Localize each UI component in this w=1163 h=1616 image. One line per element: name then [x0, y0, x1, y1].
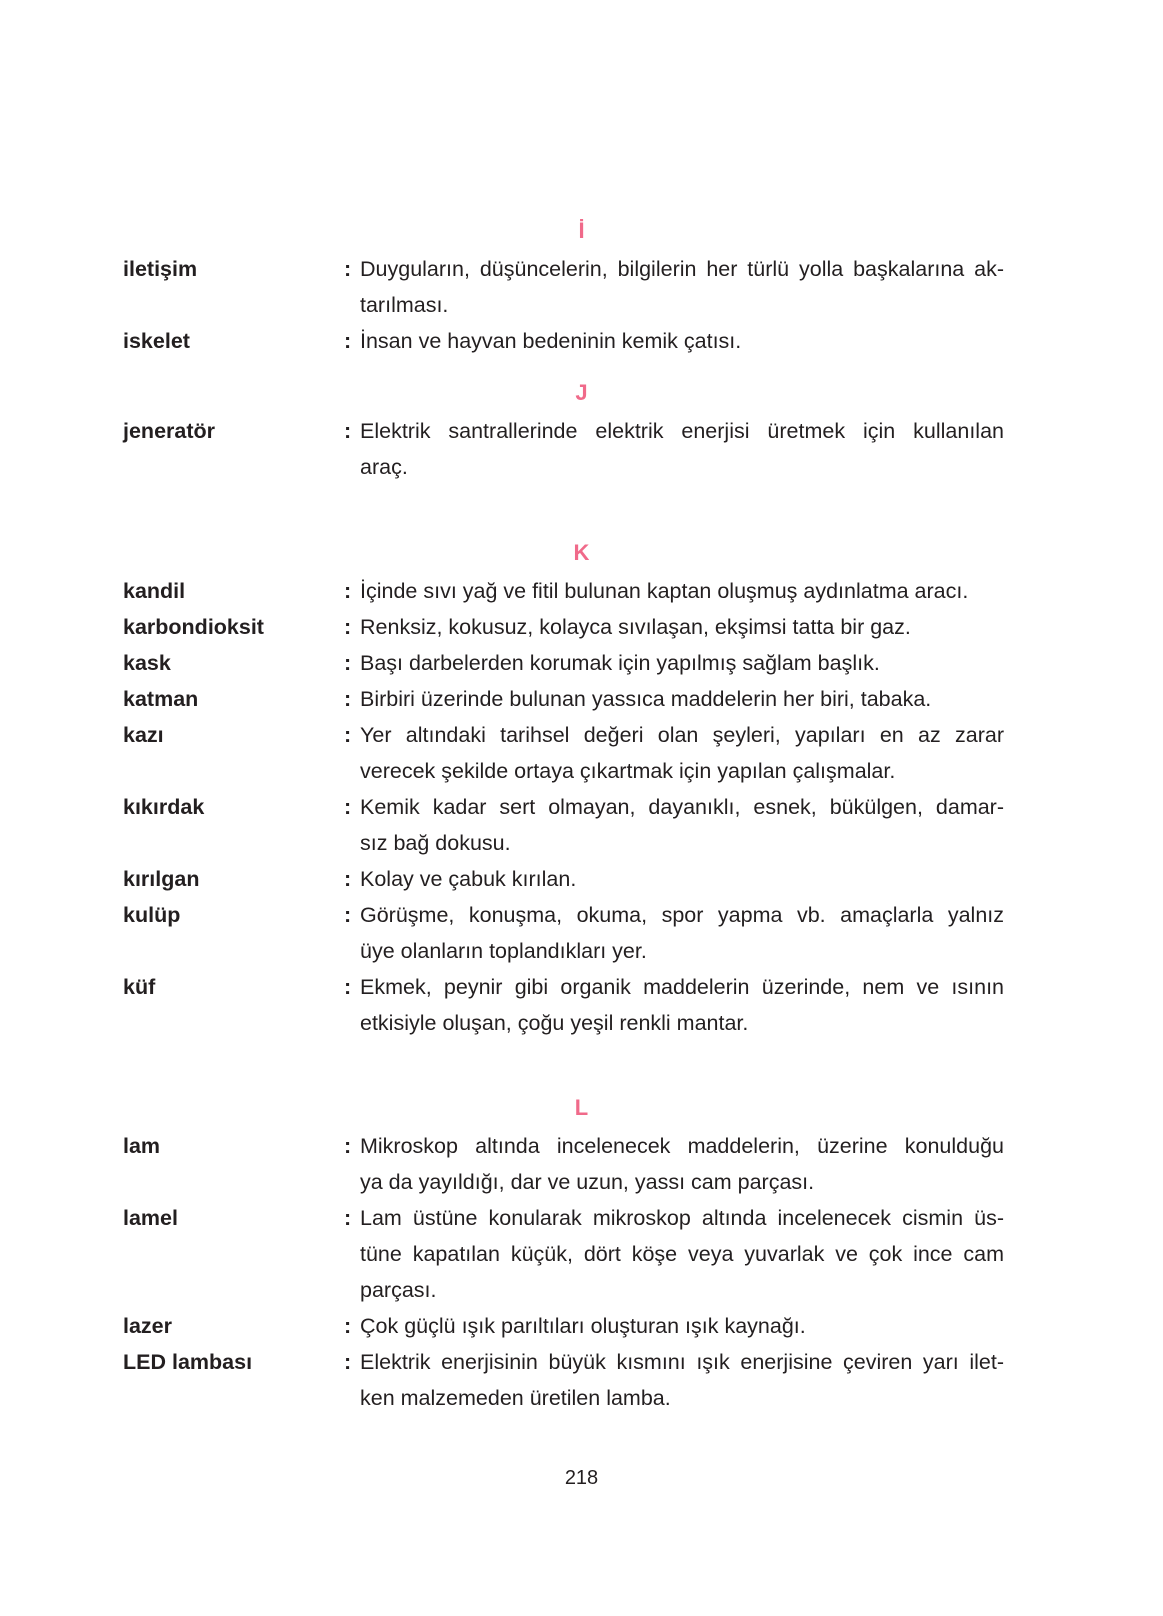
glossary-term: lamel: [123, 1206, 178, 1230]
definition-line: üye olanların toplandıkları yer.: [360, 939, 647, 963]
section-letter: K: [573, 540, 590, 565]
colon-separator: :: [344, 257, 352, 281]
glossary-entry: [123, 1308, 1004, 1344]
colon-separator: :: [344, 579, 352, 603]
section-letter: L: [574, 1095, 589, 1120]
definition-line: Kolay ve çabuk kırılan.: [360, 867, 577, 891]
glossary-entry: [123, 1200, 1004, 1308]
glossary-term: iletişim: [123, 257, 198, 281]
definition-line: etkisiyle oluşan, çoğu yeşil renkli mantar.: [360, 1011, 749, 1035]
definition-line: Duyguların, düşüncelerin, bilgilerin her türlü yolla başkalarına ak-: [360, 257, 1004, 281]
colon-separator: :: [344, 867, 352, 891]
glossary-definition: [360, 645, 1004, 681]
glossary-entry: [123, 323, 1004, 359]
colon-separator: :: [344, 903, 352, 927]
glossary-term: kulüp: [123, 903, 181, 927]
glossary-definition: [360, 1344, 1004, 1416]
glossary-entry: [123, 251, 1004, 323]
glossary-entry: [123, 861, 1004, 897]
glossary-definition: [360, 1308, 1004, 1344]
glossary-entry: [123, 413, 1004, 485]
glossary-definition: [360, 413, 1004, 485]
page-number: 218: [564, 1467, 599, 1489]
glossary-term: katman: [123, 687, 199, 711]
colon-separator: :: [344, 687, 352, 711]
glossary-entry: [123, 1128, 1004, 1200]
definition-line: Elektrik enerjisinin büyük kısmını ışık enerjisine çeviren yarı ilet-: [360, 1350, 1004, 1374]
glossary-entry: [123, 897, 1004, 969]
colon-separator: :: [344, 1350, 352, 1374]
glossary-definition: [360, 323, 1004, 359]
definition-line: Yer altındaki tarihsel değeri olan şeyleri, yapıları en az zarar: [360, 723, 1004, 747]
colon-separator: :: [344, 1314, 352, 1338]
glossary-section: [123, 1128, 1004, 1416]
glossary-section: [123, 573, 1004, 1041]
glossary-term: karbondioksit: [123, 615, 264, 639]
glossary-definition: [360, 897, 1004, 969]
colon-separator: :: [344, 795, 352, 819]
definition-line: Lam üstüne konularak mikroskop altında incelenecek cismin üs-: [360, 1206, 1004, 1230]
glossary-term: kırılgan: [123, 867, 200, 891]
glossary-definition: [360, 1200, 1004, 1308]
definition-line: ya da yayıldığı, dar ve uzun, yassı cam parçası.: [360, 1170, 815, 1194]
glossary-definition: [360, 861, 1004, 897]
glossary-definition: [360, 717, 1004, 789]
definition-line: Renksiz, kokusuz, kolayca sıvılaşan, ekşimsi tatta bir gaz.: [360, 615, 911, 639]
glossary-term: kıkırdak: [123, 795, 205, 819]
glossary-definition: [360, 251, 1004, 323]
colon-separator: :: [344, 329, 352, 353]
glossary-entry: [123, 609, 1004, 645]
colon-separator: :: [344, 615, 352, 639]
glossary-section: [123, 413, 1004, 485]
definition-line: tarılması.: [360, 293, 449, 317]
glossary-definition: [360, 969, 1004, 1041]
definition-line: Elektrik santrallerinde elektrik enerjisi üretmek için kullanılan: [360, 419, 1004, 443]
glossary-entry: [123, 789, 1004, 861]
definition-line: Birbiri üzerinde bulunan yassıca maddelerin her biri, tabaka.: [360, 687, 932, 711]
definition-line: İçinde sıvı yağ ve fitil bulunan kaptan oluşmuş aydınlatma aracı.: [360, 579, 969, 603]
glossary-term: kask: [123, 651, 171, 675]
definition-line: İnsan ve hayvan bedeninin kemik çatısı.: [360, 329, 742, 353]
colon-separator: :: [344, 723, 352, 747]
definition-line: araç.: [360, 455, 408, 479]
colon-separator: :: [344, 1206, 352, 1230]
glossary-definition: [360, 1128, 1004, 1200]
glossary-term: kandil: [123, 579, 186, 603]
colon-separator: :: [344, 975, 352, 999]
section-letter: İ: [578, 218, 585, 243]
definition-line: Mikroskop altında incelenecek maddelerin, üzerine konulduğu: [360, 1134, 1004, 1158]
glossary-entry: [123, 681, 1004, 717]
glossary-entry: [123, 573, 1004, 609]
section-letter: J: [575, 380, 588, 405]
glossary-term: lam: [123, 1134, 161, 1158]
definition-line: tüne kapatılan küçük, dört köşe veya yuvarlak ve çok ince cam: [360, 1242, 1004, 1266]
glossary-entry: [123, 645, 1004, 681]
definition-line: sız bağ dokusu.: [360, 831, 511, 855]
glossary-definition: [360, 573, 1004, 609]
definition-line: Başı darbelerden korumak için yapılmış sağlam başlık.: [360, 651, 880, 675]
glossary-definition: [360, 609, 1004, 645]
glossary-definition: [360, 789, 1004, 861]
definition-line: Kemik kadar sert olmayan, dayanıklı, esnek, bükülgen, damar-: [360, 795, 1004, 819]
colon-separator: :: [344, 651, 352, 675]
definition-line: Görüşme, konuşma, okuma, spor yapma vb. amaçlarla yalnız: [360, 903, 1004, 927]
glossary-definition: [360, 681, 1004, 717]
definition-line: verecek şekilde ortaya çıkartmak için yapılan çalışmalar.: [360, 759, 896, 783]
glossary-term: lazer: [123, 1314, 173, 1338]
glossary-term: küf: [123, 975, 156, 999]
glossary-entry: [123, 1344, 1004, 1416]
glossary-term: jeneratör: [123, 419, 216, 443]
glossary-term: kazı: [123, 723, 164, 747]
glossary-term: iskelet: [123, 329, 190, 353]
glossary-entry: [123, 717, 1004, 789]
definition-line: Çok güçlü ışık parıltıları oluşturan ışık kaynağı.: [360, 1314, 806, 1338]
glossary-entry: [123, 969, 1004, 1041]
glossary-term: LED lambası: [123, 1350, 253, 1374]
definition-line: parçası.: [360, 1278, 437, 1302]
colon-separator: :: [344, 1134, 352, 1158]
definition-line: Ekmek, peynir gibi organik maddelerin üzerinde, nem ve ısının: [360, 975, 1004, 999]
colon-separator: :: [344, 419, 352, 443]
glossary-section: [123, 251, 1004, 359]
definition-line: ken malzemeden üretilen lamba.: [360, 1386, 671, 1410]
